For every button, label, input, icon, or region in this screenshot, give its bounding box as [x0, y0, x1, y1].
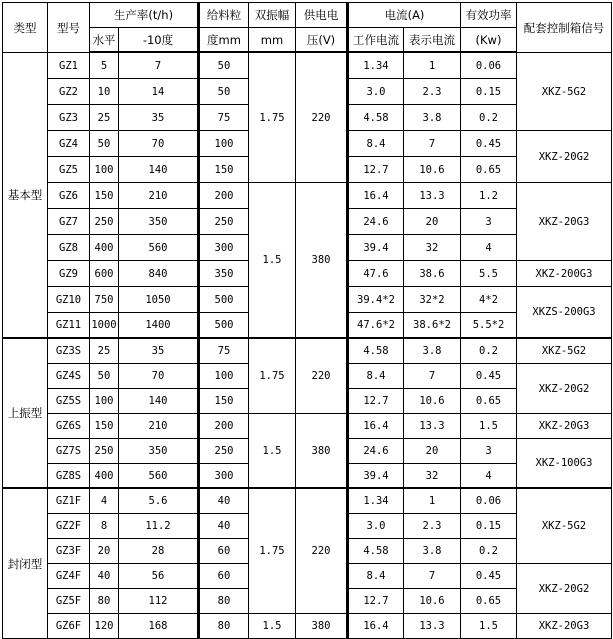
- spec-table-wrapper: [2, 2, 612, 639]
- power-cell: 3: [461, 439, 517, 464]
- work-current-cell: 24.6: [347, 439, 404, 464]
- capacity-horizontal-cell: 50: [90, 364, 119, 389]
- feed-size-cell: 300: [198, 235, 249, 261]
- show-current-cell: 7: [404, 564, 461, 589]
- feed-size-cell: 80: [198, 614, 249, 639]
- model-cell: GZ5S: [48, 389, 90, 414]
- model-cell: GZ9: [48, 261, 90, 287]
- show-current-cell: 3.8: [404, 539, 461, 564]
- header-power-2: (Kw): [461, 28, 517, 53]
- feed-size-cell: 100: [198, 364, 249, 389]
- capacity-minus10-cell: 1400: [119, 313, 198, 339]
- work-current-cell: 1.34: [347, 53, 404, 79]
- model-cell: GZ1: [48, 53, 90, 79]
- model-cell: GZ6S: [48, 414, 90, 439]
- power-cell: 5.5*2: [461, 313, 517, 339]
- feed-size-cell: 200: [198, 414, 249, 439]
- model-cell: GZ6F: [48, 614, 90, 639]
- feed-size-cell: 500: [198, 287, 249, 313]
- work-current-cell: 4.58: [347, 539, 404, 564]
- power-cell: 4*2: [461, 287, 517, 313]
- work-current-cell: 47.6: [347, 261, 404, 287]
- power-cell: 0.06: [461, 53, 517, 79]
- header-amplitude-1: 双振幅: [249, 3, 296, 28]
- capacity-minus10-cell: 840: [119, 261, 198, 287]
- group-label-upper: 上振型: [3, 339, 48, 489]
- feed-size-cell: 75: [198, 339, 249, 364]
- power-cell: 3: [461, 209, 517, 235]
- capacity-horizontal-cell: 5: [90, 53, 119, 79]
- capacity-horizontal-cell: 10: [90, 79, 119, 105]
- feed-size-cell: 500: [198, 313, 249, 339]
- amplitude-cell: 1.5: [249, 414, 296, 489]
- work-current-cell: 1.34: [347, 489, 404, 514]
- capacity-minus10-cell: 35: [119, 339, 198, 364]
- capacity-minus10-cell: 70: [119, 131, 198, 157]
- feed-size-cell: 150: [198, 389, 249, 414]
- capacity-minus10-cell: 560: [119, 235, 198, 261]
- show-current-cell: 1: [404, 489, 461, 514]
- power-cell: 0.45: [461, 564, 517, 589]
- power-cell: 1.2: [461, 183, 517, 209]
- capacity-horizontal-cell: 150: [90, 414, 119, 439]
- feed-size-cell: 75: [198, 105, 249, 131]
- capacity-minus10-cell: 350: [119, 439, 198, 464]
- capacity-minus10-cell: 168: [119, 614, 198, 639]
- table-row: [3, 489, 612, 514]
- power-cell: 4: [461, 464, 517, 489]
- feed-size-cell: 150: [198, 157, 249, 183]
- feed-size-cell: 250: [198, 439, 249, 464]
- power-cell: 0.2: [461, 539, 517, 564]
- feed-size-cell: 80: [198, 589, 249, 614]
- show-current-cell: 10.6: [404, 589, 461, 614]
- header-model: 型号: [48, 3, 90, 53]
- control-box-cell: XKZ-20G3: [517, 183, 612, 261]
- show-current-cell: 7: [404, 364, 461, 389]
- power-cell: 0.2: [461, 105, 517, 131]
- show-current-cell: 2.3: [404, 79, 461, 105]
- control-box-cell: XKZ-100G3: [517, 439, 612, 489]
- capacity-minus10-cell: 28: [119, 539, 198, 564]
- control-box-cell: XKZ-5G2: [517, 489, 612, 564]
- voltage-cell: 220: [296, 489, 347, 614]
- show-current-cell: 32: [404, 235, 461, 261]
- feed-size-cell: 50: [198, 79, 249, 105]
- feed-size-cell: 60: [198, 539, 249, 564]
- header-voltage-1: 供电电: [296, 3, 347, 28]
- power-cell: 1.5: [461, 414, 517, 439]
- voltage-cell: 220: [296, 339, 347, 414]
- capacity-horizontal-cell: 1000: [90, 313, 119, 339]
- show-current-cell: 20: [404, 439, 461, 464]
- work-current-cell: 12.7: [347, 389, 404, 414]
- model-cell: GZ6: [48, 183, 90, 209]
- amplitude-cell: 1.75: [249, 489, 296, 614]
- work-current-cell: 4.58: [347, 339, 404, 364]
- show-current-cell: 10.6: [404, 157, 461, 183]
- capacity-horizontal-cell: 100: [90, 389, 119, 414]
- power-cell: 0.06: [461, 489, 517, 514]
- capacity-minus10-cell: 112: [119, 589, 198, 614]
- voltage-cell: 380: [296, 414, 347, 489]
- capacity-minus10-cell: 210: [119, 414, 198, 439]
- model-cell: GZ2: [48, 79, 90, 105]
- model-cell: GZ3F: [48, 539, 90, 564]
- header-voltage-2: 压(V): [296, 28, 347, 53]
- model-cell: GZ4: [48, 131, 90, 157]
- show-current-cell: 10.6: [404, 389, 461, 414]
- power-cell: 0.15: [461, 79, 517, 105]
- power-cell: 0.65: [461, 389, 517, 414]
- control-box-cell: XKZ-20G2: [517, 564, 612, 614]
- capacity-minus10-cell: 14: [119, 79, 198, 105]
- show-current-cell: 32: [404, 464, 461, 489]
- capacity-horizontal-cell: 250: [90, 209, 119, 235]
- header-power-1: 有效功率: [461, 3, 517, 28]
- show-current-cell: 20: [404, 209, 461, 235]
- model-cell: GZ10: [48, 287, 90, 313]
- power-cell: 0.2: [461, 339, 517, 364]
- header-type: 类型: [3, 3, 48, 53]
- power-cell: 0.45: [461, 364, 517, 389]
- header-feed-size-2: 度mm: [198, 28, 249, 53]
- power-cell: 0.65: [461, 157, 517, 183]
- work-current-cell: 8.4: [347, 364, 404, 389]
- model-cell: GZ4S: [48, 364, 90, 389]
- voltage-cell: 380: [296, 183, 347, 339]
- table-row: [3, 614, 612, 639]
- capacity-horizontal-cell: 600: [90, 261, 119, 287]
- model-cell: GZ8: [48, 235, 90, 261]
- work-current-cell: 39.4: [347, 235, 404, 261]
- header-cap-minus10: -10度: [119, 28, 198, 53]
- work-current-cell: 8.4: [347, 564, 404, 589]
- power-cell: 0.45: [461, 131, 517, 157]
- work-current-cell: 24.6: [347, 209, 404, 235]
- capacity-horizontal-cell: 150: [90, 183, 119, 209]
- amplitude-cell: 1.5: [249, 614, 296, 639]
- capacity-horizontal-cell: 80: [90, 589, 119, 614]
- work-current-cell: 16.4: [347, 183, 404, 209]
- work-current-cell: 3.0: [347, 79, 404, 105]
- power-cell: 1.5: [461, 614, 517, 639]
- work-current-cell: 16.4: [347, 614, 404, 639]
- work-current-cell: 12.7: [347, 589, 404, 614]
- control-box-cell: XKZ-20G2: [517, 131, 612, 183]
- feed-size-cell: 40: [198, 514, 249, 539]
- capacity-minus10-cell: 11.2: [119, 514, 198, 539]
- capacity-minus10-cell: 560: [119, 464, 198, 489]
- header-current: 电流(A): [347, 3, 461, 28]
- show-current-cell: 38.6*2: [404, 313, 461, 339]
- table-row: [3, 339, 612, 364]
- capacity-horizontal-cell: 50: [90, 131, 119, 157]
- header-feed-size-1: 给料粒: [198, 3, 249, 28]
- model-cell: GZ2F: [48, 514, 90, 539]
- feed-size-cell: 250: [198, 209, 249, 235]
- header-current-show: 表示电流: [404, 28, 461, 53]
- feed-size-cell: 350: [198, 261, 249, 287]
- capacity-minus10-cell: 5.6: [119, 489, 198, 514]
- capacity-horizontal-cell: 250: [90, 439, 119, 464]
- show-current-cell: 1: [404, 53, 461, 79]
- capacity-horizontal-cell: 400: [90, 464, 119, 489]
- show-current-cell: 7: [404, 131, 461, 157]
- header-box: 配套控制箱信号: [517, 3, 612, 53]
- feed-size-cell: 40: [198, 489, 249, 514]
- model-cell: GZ8S: [48, 464, 90, 489]
- capacity-horizontal-cell: 25: [90, 105, 119, 131]
- capacity-horizontal-cell: 120: [90, 614, 119, 639]
- voltage-cell: 220: [296, 53, 347, 183]
- show-current-cell: 2.3: [404, 514, 461, 539]
- model-cell: GZ7: [48, 209, 90, 235]
- capacity-minus10-cell: 70: [119, 364, 198, 389]
- capacity-horizontal-cell: 100: [90, 157, 119, 183]
- work-current-cell: 39.4*2: [347, 287, 404, 313]
- capacity-minus10-cell: 210: [119, 183, 198, 209]
- feed-size-cell: 200: [198, 183, 249, 209]
- power-cell: 5.5: [461, 261, 517, 287]
- feed-size-cell: 100: [198, 131, 249, 157]
- show-current-cell: 13.3: [404, 414, 461, 439]
- control-box-cell: XKZ-5G2: [517, 53, 612, 131]
- capacity-horizontal-cell: 400: [90, 235, 119, 261]
- capacity-horizontal-cell: 20: [90, 539, 119, 564]
- table-row: [3, 183, 612, 209]
- control-box-cell: XKZ-20G3: [517, 614, 612, 639]
- capacity-minus10-cell: 140: [119, 157, 198, 183]
- work-current-cell: 4.58: [347, 105, 404, 131]
- amplitude-cell: 1.5: [249, 183, 296, 339]
- control-box-cell: XKZ-20G3: [517, 414, 612, 439]
- power-cell: 0.15: [461, 514, 517, 539]
- capacity-horizontal-cell: 750: [90, 287, 119, 313]
- capacity-minus10-cell: 56: [119, 564, 198, 589]
- show-current-cell: 32*2: [404, 287, 461, 313]
- model-cell: GZ3S: [48, 339, 90, 364]
- model-cell: GZ7S: [48, 439, 90, 464]
- capacity-horizontal-cell: 40: [90, 564, 119, 589]
- control-box-cell: XKZS-200G3: [517, 287, 612, 339]
- capacity-minus10-cell: 7: [119, 53, 198, 79]
- vibrating-feeder-spec-table: [2, 2, 612, 639]
- group-label-basic: 基本型: [3, 53, 48, 339]
- feed-size-cell: 300: [198, 464, 249, 489]
- show-current-cell: 38.6: [404, 261, 461, 287]
- feed-size-cell: 50: [198, 53, 249, 79]
- capacity-minus10-cell: 140: [119, 389, 198, 414]
- amplitude-cell: 1.75: [249, 339, 296, 414]
- model-cell: GZ1F: [48, 489, 90, 514]
- work-current-cell: 47.6*2: [347, 313, 404, 339]
- model-cell: GZ5: [48, 157, 90, 183]
- amplitude-cell: 1.75: [249, 53, 296, 183]
- table-row: [3, 53, 612, 79]
- model-cell: GZ3: [48, 105, 90, 131]
- work-current-cell: 39.4: [347, 464, 404, 489]
- model-cell: GZ4F: [48, 564, 90, 589]
- work-current-cell: 8.4: [347, 131, 404, 157]
- capacity-minus10-cell: 35: [119, 105, 198, 131]
- control-box-cell: XKZ-5G2: [517, 339, 612, 364]
- show-current-cell: 13.3: [404, 183, 461, 209]
- work-current-cell: 3.0: [347, 514, 404, 539]
- power-cell: 4: [461, 235, 517, 261]
- show-current-cell: 13.3: [404, 614, 461, 639]
- show-current-cell: 3.8: [404, 339, 461, 364]
- control-box-cell: XKZ-200G3: [517, 261, 612, 287]
- header-cap-horizontal: 水平: [90, 28, 119, 53]
- group-label-closed: 封闭型: [3, 489, 48, 639]
- voltage-cell: 380: [296, 614, 347, 639]
- capacity-horizontal-cell: 25: [90, 339, 119, 364]
- capacity-horizontal-cell: 8: [90, 514, 119, 539]
- feed-size-cell: 60: [198, 564, 249, 589]
- header-amplitude-2: mm: [249, 28, 296, 53]
- header-capacity: 生产率(t/h): [90, 3, 198, 28]
- control-box-cell: XKZ-20G2: [517, 364, 612, 414]
- model-cell: GZ11: [48, 313, 90, 339]
- capacity-horizontal-cell: 4: [90, 489, 119, 514]
- show-current-cell: 3.8: [404, 105, 461, 131]
- capacity-minus10-cell: 1050: [119, 287, 198, 313]
- power-cell: 0.65: [461, 589, 517, 614]
- header-current-work: 工作电流: [347, 28, 404, 53]
- work-current-cell: 12.7: [347, 157, 404, 183]
- work-current-cell: 16.4: [347, 414, 404, 439]
- table-row: [3, 414, 612, 439]
- capacity-minus10-cell: 350: [119, 209, 198, 235]
- model-cell: GZ5F: [48, 589, 90, 614]
